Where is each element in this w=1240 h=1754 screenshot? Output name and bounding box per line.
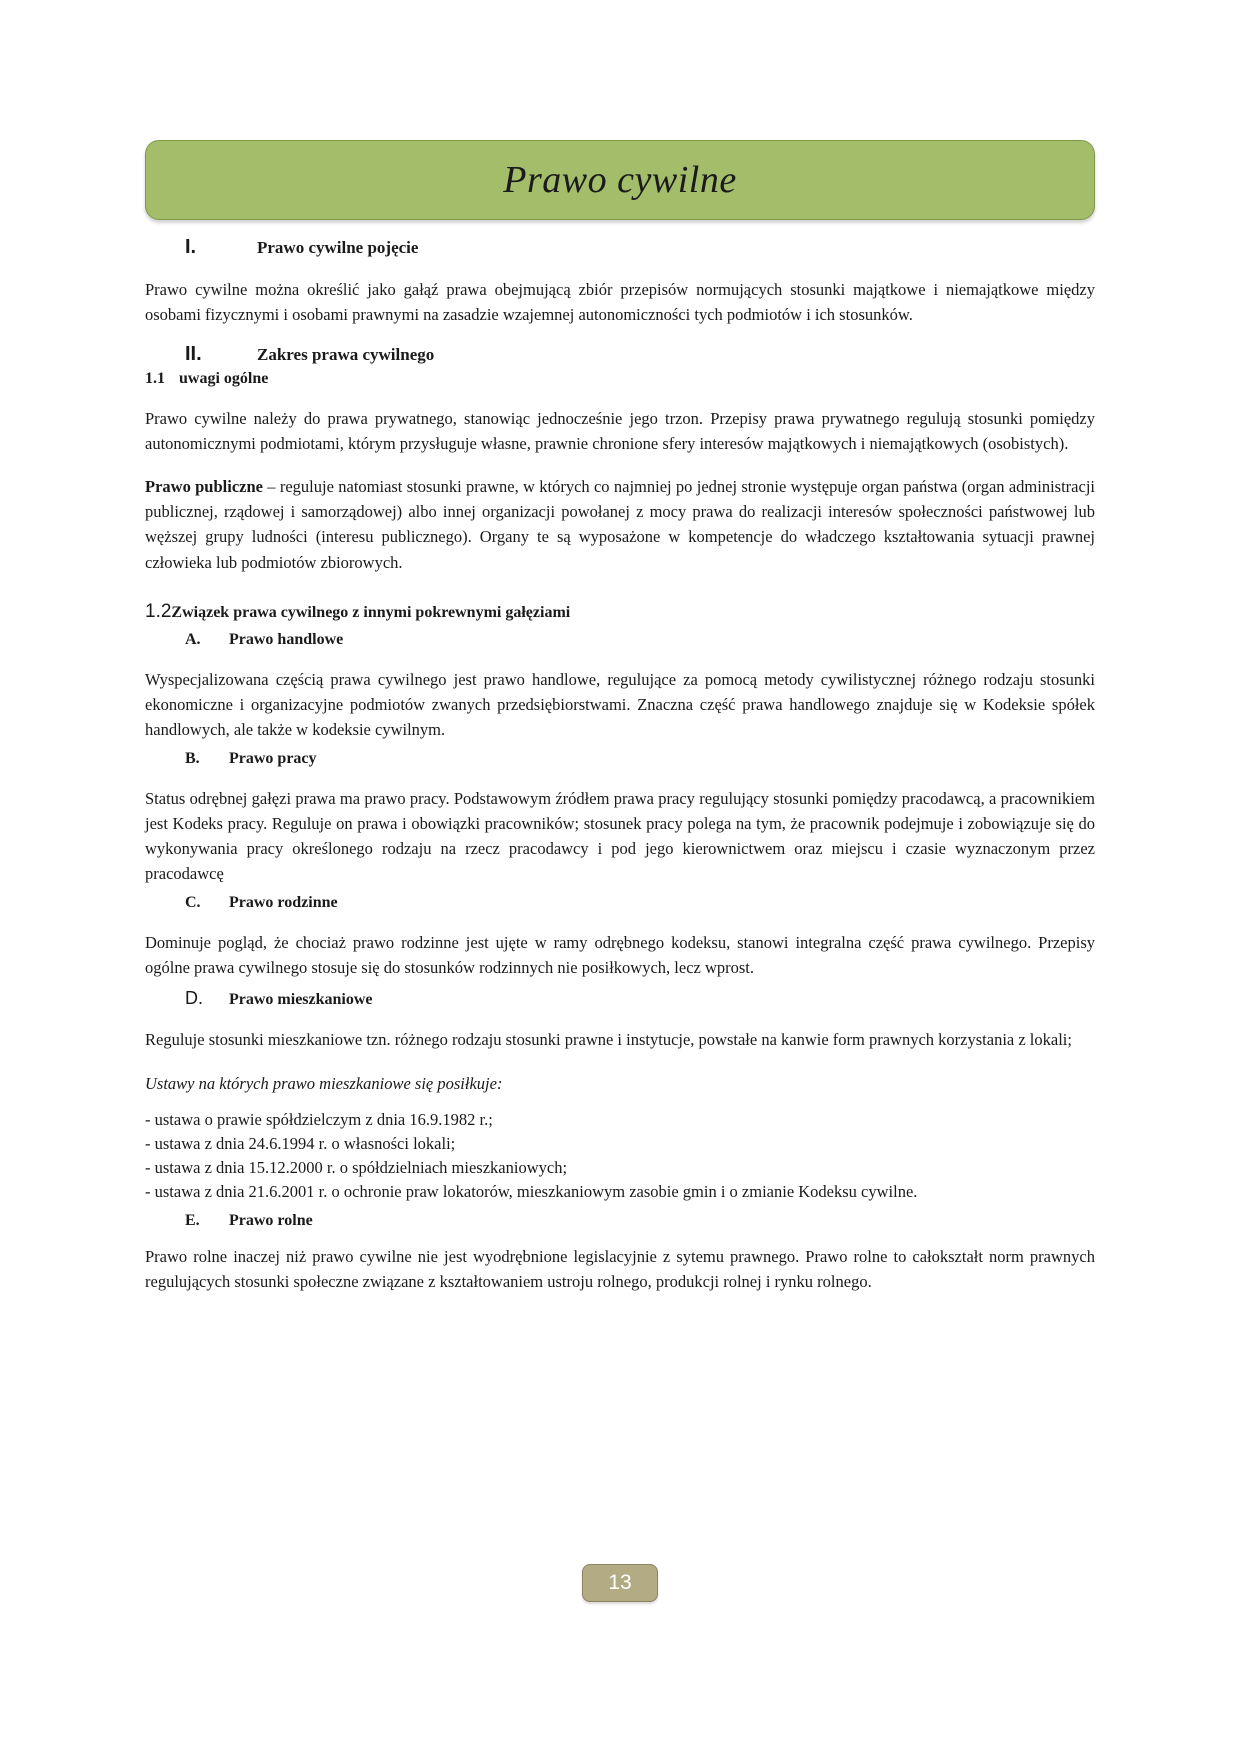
section-number-1: I. bbox=[185, 236, 197, 258]
subsection-1-1-paragraph: Prawo cywilne należy do prawa prywatnego, stanowiąc jednocześnie jego trzon. Przepisy prawa prywatnego regulują stosunki pomiędzy autonomicznymi podmiotami, którym przysługuje własne, prawnie chronione sfery interesów majątkowych i niemajątkowych (osobistych). bbox=[145, 409, 1095, 454]
item-title-e: Prawo rolne bbox=[229, 1212, 313, 1230]
list-item: - ustawa z dnia 15.12.2000 r. o spółdzielniach mieszkaniowych; bbox=[145, 1158, 568, 1178]
list-item: - ustawa o prawie spółdzielczym z dnia 16.9.1982 r.; bbox=[145, 1110, 493, 1130]
section-heading-2 bbox=[145, 343, 1095, 366]
page-number-badge: 13 bbox=[582, 1564, 658, 1602]
public-law-lead: Prawo publiczne bbox=[145, 477, 263, 497]
section-title-1: Prawo cywilne pojęcie bbox=[257, 238, 419, 257]
item-letter-c: C. bbox=[185, 894, 201, 912]
item-heading-c bbox=[145, 894, 1095, 912]
item-title-a: Prawo handlowe bbox=[229, 630, 344, 648]
public-law-paragraph bbox=[145, 474, 1095, 574]
item-title-b: Prawo pracy bbox=[229, 749, 317, 767]
page-number-area bbox=[0, 1564, 1240, 1602]
item-heading-a bbox=[145, 631, 1095, 649]
page-title: Prawo cywilne bbox=[503, 159, 737, 201]
section-title-2: Zakres prawa cywilnego bbox=[257, 345, 435, 365]
section-number-2: II. bbox=[185, 343, 202, 366]
laws-intro-note: Ustawy na których prawo mieszkaniowe się posiłkuje: bbox=[145, 1074, 503, 1094]
subsection-number-1-1: 1.1 bbox=[145, 370, 165, 388]
item-title-c: Prawo rodzinne bbox=[229, 894, 338, 912]
list-item: - ustawa z dnia 21.6.2001 r. o ochronie praw lokatorów, mieszkaniowym zasobie gmin i o zmianie Kodeksu cywilne. bbox=[145, 1182, 918, 1202]
item-paragraph-a: Wyspecjalizowana częścią prawa cywilnego jest prawo handlowe, regulujące za pomocą metody cywilistycznej różnego rodzaju stosunki ekonomiczne i organizacyjne podmiotów zwanych przedsiębiorstwami. Znaczna część prawa handlowego znajduje się w Kodeksie spółek handlowych, ale także w kodeksie cywilnym. bbox=[145, 669, 1095, 739]
item-letter-d: D. bbox=[185, 988, 203, 1009]
item-letter-e: E. bbox=[185, 1212, 200, 1230]
section-1-paragraph: Prawo cywilne można określić jako gałąź prawa obejmującą zbiór przepisów normujących stosunki majątkowe i niemajątkowe między osobami fizycznymi i osobami prawnymi na zasadzie wzajemnej autonomiczności tych podmiotów i ich stosunków. bbox=[145, 280, 1095, 325]
item-heading-d bbox=[145, 988, 1095, 1009]
subsection-title-1-2: Związek prawa cywilnego z innymi pokrewnymi gałęziami bbox=[171, 603, 571, 621]
item-letter-b: B. bbox=[185, 749, 200, 767]
section-heading-1 bbox=[145, 236, 1095, 259]
document-content bbox=[145, 140, 1095, 1294]
item-heading-e bbox=[145, 1212, 1095, 1230]
item-heading-b bbox=[145, 750, 1095, 768]
item-paragraph-b: Status odrębnej gałęzi prawa ma prawo pracy. Podstawowym źródłem prawa pracy regulujący stosunki pomiędzy pracodawcą, a pracownikiem jest Kodeks pracy. Reguluje on prawa i obowiązki pracowników; stosunek pracy polega na tym, że pracownik podejmuje i zobowiązuje się do wykonywania pracy określonego rodzaju na rzecz pracodawcy i pod jego kierownictwem oraz miejscu i czasie wyznaczonym przez pracodawcę bbox=[145, 788, 1095, 884]
list-item: - ustawa z dnia 24.6.1994 r. o własności lokali; bbox=[145, 1134, 456, 1154]
document-title-banner bbox=[145, 140, 1095, 220]
subsection-heading-1-2 bbox=[145, 601, 1095, 623]
subsection-number-1-2: 1.2 bbox=[145, 600, 172, 622]
item-paragraph-e: Prawo rolne inaczej niż prawo cywilne nie jest wyodrębnione legislacyjnie z sytemu prawnego. Prawo rolne to całokształt norm prawnych regulujących stosunki społeczne związane z kształtowaniem ustroju rolnego, produkcji rolnej i rynku rolnego. bbox=[145, 1247, 1095, 1292]
subsection-heading-1-1 bbox=[145, 370, 1095, 388]
item-title-d: Prawo mieszkaniowe bbox=[229, 991, 373, 1009]
subsection-title-1-1: uwagi ogólne bbox=[179, 370, 269, 388]
item-paragraph-d: Reguluje stosunki mieszkaniowe tzn. różnego rodzaju stosunki prawne i instytucje, powstałe na kanwie form prawnych korzystania z lokali; bbox=[145, 1030, 1072, 1050]
laws-list bbox=[145, 1108, 1095, 1204]
public-law-text: – reguluje natomiast stosunki prawne, w których co najmniej po jednej stronie występuje organ państwa (organ administracji publicznej, rządowej i samorządowej) albo innej organizacji powołanej z mocy prawa do realizacji interesów społeczności państwowej lub węższej grupy ludności (interesu publicznego). Organy te są wyposażone w kompetencje do władczego kształtowania sytuacji prawnej człowieka lub podmiotów zbiorowych. bbox=[145, 477, 1095, 572]
item-letter-a: A. bbox=[185, 630, 201, 648]
item-paragraph-c: Dominuje pogląd, że chociaż prawo rodzinne jest ujęte w ramy odrębnego kodeksu, stanowi integralna część prawa cywilnego. Przepisy ogólne prawa cywilnego stosuje się do stosunków rodzinnych nie posiłkowych, lecz wprost. bbox=[145, 933, 1095, 978]
